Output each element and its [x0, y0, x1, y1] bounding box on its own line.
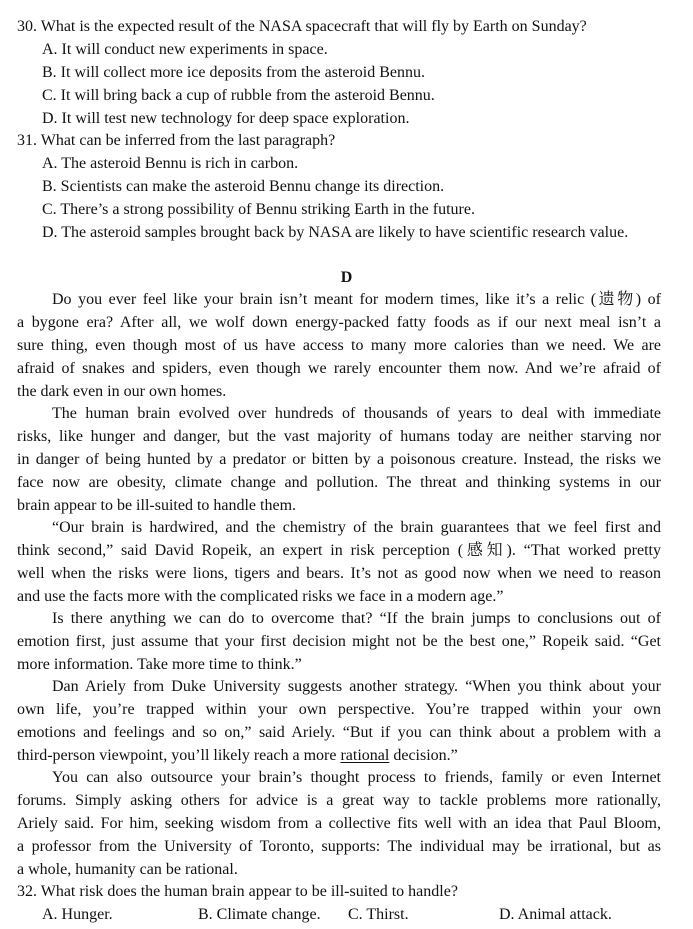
passage-line: more information. Take more time to think.” [17, 656, 302, 673]
question-32-option-b: B. Climate change. [198, 906, 321, 923]
passage-line: afraid of snakes and spiders, even though we rarely encounter them now. And we’re afraid of [17, 360, 661, 377]
passage-line: and use the facts more with the complicated risks we face in a modern age.” [17, 588, 504, 605]
question-30-stem: 30. What is the expected result of the NASA spacecraft that will fly by Earth on Sunday? [17, 18, 587, 35]
question-31-stem: 31. What can be inferred from the last paragraph? [17, 132, 336, 149]
passage-line: the dark even in our own homes. [17, 383, 227, 400]
question-32-option-a: A. Hunger. [42, 906, 113, 923]
passage-text: third-person viewpoint, you’ll likely reach a more [17, 747, 341, 764]
passage-line: Do you ever feel like your brain isn’t meant for modern times, like it’s a relic (遗物) of [52, 291, 661, 308]
question-30-option-c: C. It will bring back a cup of rubble from the asteroid Bennu. [42, 87, 435, 104]
question-31-option-c: C. There’s a strong possibility of Bennu striking Earth in the future. [42, 201, 475, 218]
question-30-option-d: D. It will test new technology for deep space exploration. [42, 110, 410, 127]
question-31-option-a: A. The asteroid Bennu is rich in carbon. [42, 155, 299, 172]
passage-line: sure thing, even though most of us have access to many more calories than we need. We are [17, 337, 661, 354]
question-32-stem: 32. What risk does the human brain appear to be ill-suited to handle? [17, 883, 458, 900]
passage-line: Is there anything we can do to overcome that? “If the brain jumps to conclusions out of [52, 610, 661, 627]
passage-line: well when the risks were lions, tigers and bears. It’s not as good now when we need to reason [17, 565, 661, 582]
passage-line: in danger of being hunted by a predator or bitten by a poisonous creature. Instead, the risks we [17, 451, 661, 468]
passage-line: own life, you’re trapped within your own perspective. You’re trapped within your own [17, 701, 661, 718]
section-heading: D [340, 269, 353, 286]
question-31-option-b: B. Scientists can make the asteroid Bennu change its direction. [42, 178, 445, 195]
question-32-option-c: C. Thirst. [348, 906, 409, 923]
question-31-option-d: D. The asteroid samples brought back by NASA are likely to have scientific research value. [42, 224, 629, 241]
passage-text: decision.” [389, 747, 458, 764]
passage-line: forums. Simply asking others for advice is a great way to tackle problems more rationally, [17, 792, 661, 809]
passage-line: Dan Ariely from Duke University suggests another strategy. “When you think about your [52, 678, 661, 695]
passage-line: risks, like hunger and danger, but the vast majority of humans today are neither starving nor [17, 428, 661, 445]
passage-line: “Our brain is hardwired, and the chemistry of the brain guarantees that we feel first and [52, 519, 661, 536]
passage-line: You can also outsource your brain’s thought process to friends, family or even Internet [52, 769, 661, 786]
passage-line: think second,” said David Ropeik, an expert in risk perception (感知). “That worked pretty [17, 542, 661, 559]
passage-line: emotions and feelings and so on,” said Ariely. “But if you can think about a problem with a [17, 724, 661, 741]
passage-line: Ariely said. For him, seeking wisdom from a collective fits well with an idea that Paul Bloom, [17, 815, 661, 832]
passage-line: a whole, humanity can be rational. [17, 861, 238, 878]
passage-line: a bygone era? After all, we wolf down energy-packed fatty foods as if our next meal isn’t a [17, 314, 661, 331]
question-30-option-a: A. It will conduct new experiments in space. [42, 41, 328, 58]
passage-line: The human brain evolved over hundreds of thousands of years to deal with immediate [52, 405, 661, 422]
passage-line: emotion first, just assume that your first decision might not be the best one,” Ropeik said. “Get [17, 633, 661, 650]
underlined-word: rational [340, 747, 390, 764]
passage-line [17, 746, 458, 766]
passage-line: face now are obesity, climate change and pollution. The threat and thinking systems in our [17, 474, 661, 491]
question-32-option-d: D. Animal attack. [499, 906, 612, 923]
question-30-option-b: B. It will collect more ice deposits from the asteroid Bennu. [42, 64, 426, 81]
passage-line: brain appear to be ill-suited to handle them. [17, 497, 297, 514]
passage-line: a professor from the University of Toronto, supports: The individual may be irrational, but as [17, 838, 661, 855]
